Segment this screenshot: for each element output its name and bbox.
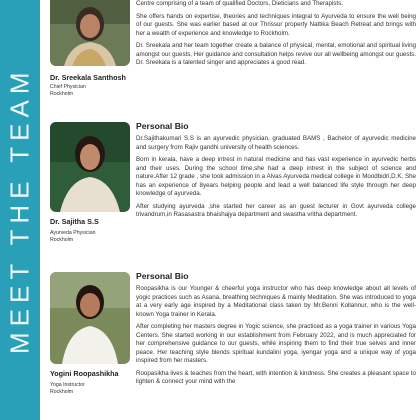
photo-roopashikha xyxy=(50,272,130,364)
bio-paragraph: After completing her masters degree in Yogic science, she practiced as a yoga trainer in various Yoga Centers. She started working in our establishment from February 2022, and is much appreciated for her comprehensive guidance to our guests, while inspiring them to find their true selves and inner peace. Her teaching style blends spiritual kundalini yoga, iyengar yoga and a unique way of yoga inspired from her masters. xyxy=(136,323,416,365)
bio-paragraph: Dr.Sajithakumari S.S is an ayurvedic physician, graduated BAMS , Bachelor of ayurvedic medicine and surgery from Rajiv gandhi university of health sciences. xyxy=(136,135,416,151)
member-bio-text xyxy=(136,0,416,72)
member-role-location: Rockholm xyxy=(50,91,74,98)
member-role-title: Chief Physician xyxy=(50,84,86,90)
member-role-title: Yoga Instructor xyxy=(50,382,85,388)
member-role-location: Rockholm xyxy=(50,237,74,244)
member-bio-text xyxy=(136,285,416,391)
member-role-title: Ayurveda Physician xyxy=(50,230,96,236)
portrait-image xyxy=(50,0,130,66)
bio-paragraph: Centre comprising of a team of qualified Doctors, Dieticians and Therapists. xyxy=(136,0,343,7)
bio-paragraph: Roopasikha is our Younger & cheerful yoga instructor who has deep knowledge about all levels of yogic practices such as Asana, breathing techniques & mainly Meditation. She was introduced to yoga at a very early age inspired by a Meditational class taken by Mr.Benni Kollannur, who is the well-known Yoga trainer in Kerala. xyxy=(136,285,416,318)
bio-paragraph: Roopasikha lives & teaches from the heart, with intention & kindness. She creates a pleasant space to lighten & connect your mind with the xyxy=(136,369,416,386)
portrait-image xyxy=(50,122,130,212)
photo-sajitha xyxy=(50,122,130,212)
member-role xyxy=(50,84,132,98)
bio-paragraph: Born in kerala, have a deep intrest in natural medicine and has vast experience in ayurvedic herbs and their uses. During the school time,she had a deep intrest in the subject of science and nature.After 12 grade , she took admission in a Alvas Ayurveda medical college in Moodbidri,D.K. She has an experience of 8years helping people and lead a well balanced life style through her deep knowledge of ayurveda. xyxy=(136,156,416,198)
member-name: Dr. Sajitha S.S xyxy=(50,217,99,226)
member-role xyxy=(50,382,132,396)
member-name: Yogini Roopashikha xyxy=(50,369,119,378)
personal-bio-heading: Personal Bio xyxy=(136,121,189,131)
photo-sreekala xyxy=(50,0,130,66)
side-band xyxy=(0,0,40,420)
meet-the-team-label: MEET THE TEAM xyxy=(4,66,35,354)
portrait-image xyxy=(50,272,130,364)
member-role-location: Rockholm xyxy=(50,389,74,396)
bio-paragraph: She offers hands on expertise, theories and techniques integral to Ayurveda to ensure the well being of our guests. She was earlier based at our Thrissur property Nattika Beach Retreat and brings with her a wealth of experience and knowledge to Rockholm. xyxy=(136,12,416,37)
bio-paragraph: After studying ayurveda ,she started her career as an guest lecturer in Govt ayurveda college trivandrum,in Rasasastra bhaishajya department and swastha vritha department. xyxy=(136,202,416,219)
member-role xyxy=(50,230,132,244)
member-name: Dr. Sreekala Santhosh xyxy=(50,73,126,82)
member-bio-text xyxy=(136,135,416,224)
personal-bio-heading: Personal Bio xyxy=(136,271,189,281)
bio-paragraph: Dr. Sreekala and her team together create a balance of physical, mental, emotional and spiritual living amongst our guests. Her guidance and consultation helps revive our all wellbeing amongst our guests. Dr. Sreekala is a talented singer and appreciates a good read. xyxy=(136,42,416,67)
